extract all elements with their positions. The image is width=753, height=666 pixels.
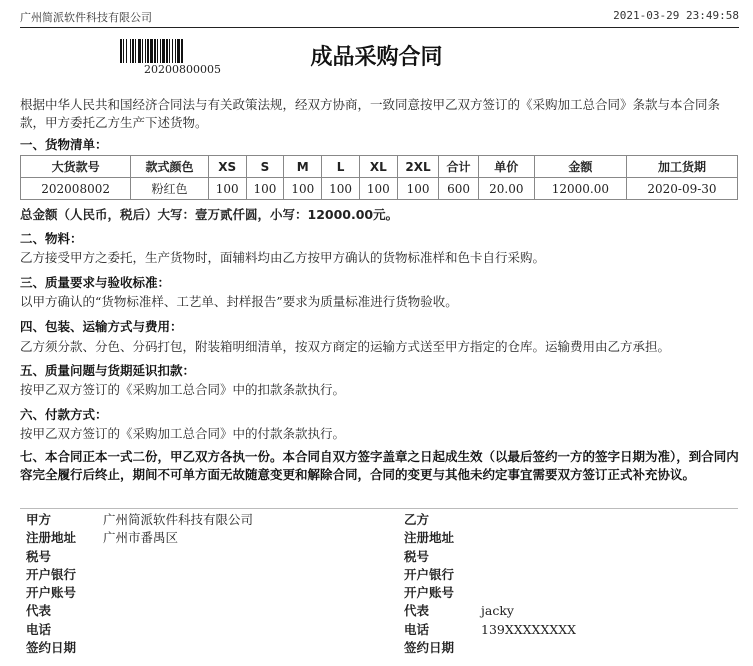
party-field-value: jacky (481, 603, 514, 619)
party-b-row (404, 621, 734, 639)
section-quality-text: 以甲方确认的“货物标准样、工艺单、封样报告”要求为质量标准进行货物验收。 (20, 294, 458, 309)
party-field-value (481, 548, 734, 566)
party-field-label: 签约日期 (404, 640, 455, 656)
party-field-label: 电话 (26, 621, 52, 637)
party-b-row (404, 548, 734, 566)
party-a-row (26, 602, 366, 620)
party-field-value: 广州市番禺区 (103, 530, 179, 546)
party-a-row (26, 548, 366, 566)
goods-column-header: 金额 (534, 156, 626, 178)
party-field-label: 注册地址 (404, 530, 455, 546)
party-field-value (481, 566, 734, 584)
goods-cell: 100 (284, 178, 322, 200)
party-field-label: 代表 (404, 603, 430, 619)
goods-table-header (21, 156, 738, 178)
section-materials-text: 乙方接受甲方之委托，生产货物时，面辅料均由乙方按甲方确认的货物标准样和色卡自行采购。 (20, 250, 546, 265)
party-field-value (103, 566, 366, 584)
goods-table-row (21, 178, 738, 200)
header-company: 广州简派软件科技有限公司 (20, 11, 152, 24)
goods-column-header: 款式颜色 (131, 156, 209, 178)
goods-cell: 202008002 (21, 178, 131, 200)
goods-column-header: L (322, 156, 360, 178)
section-payment-text: 按甲乙双方签订的《采购加工总合同》中的付款条款执行。 (20, 426, 346, 441)
party-b-row (404, 566, 734, 584)
goods-cell: 100 (246, 178, 284, 200)
party-field-label: 乙方 (404, 512, 430, 527)
header-datetime: 2021-03-29 23:49:58 (613, 9, 739, 22)
party-field-value: 139XXXXXXXX (481, 621, 577, 637)
party-field-label: 代表 (26, 603, 52, 619)
party-field-value (481, 639, 734, 657)
party-field-label: 电话 (404, 621, 430, 637)
party-field-value (103, 639, 366, 657)
party-field-label: 签约日期 (26, 640, 77, 656)
party-field-label: 税号 (404, 548, 430, 564)
goods-column-header: 加工货期 (626, 156, 737, 178)
party-b-row (404, 639, 734, 657)
intro-paragraph: 根据中华人民共和国经济合同法与有关政策法规，经双方协商，一致同意按甲乙双方签订的《采购加工总合同》条款与本合同条款，甲方委托乙方生产下述货物。 (20, 97, 721, 130)
party-b-row (404, 511, 734, 529)
goods-cell: 100 (397, 178, 439, 200)
party-b-row (404, 529, 734, 547)
party-field-value (481, 511, 734, 529)
party-field-label: 开户银行 (404, 566, 455, 582)
goods-column-header: 大货款号 (21, 156, 131, 178)
contract-title: 成品采购合同 (310, 45, 443, 70)
section-goods-heading: 一、货物清单： (20, 137, 108, 152)
goods-column-header: 2XL (397, 156, 439, 178)
signature-divider (20, 508, 738, 509)
section-validity-text: 七、本合同正本一式二份，甲乙双方各执一份。本合同自双方签字盖章之日起成生效（以最后签约一方的签字日期为准），到合同内容完全履行后终止，期间不可单方面无故随意变更和解除合同，合同的变更与其他未约定事宜需要双方签订正式补充协议。 (20, 449, 739, 482)
party-field-value (103, 621, 366, 639)
header-divider (20, 27, 739, 28)
section-materials-heading: 二、物料： (20, 231, 83, 246)
goods-cell: 2020-09-30 (626, 178, 737, 200)
goods-cell: 100 (322, 178, 360, 200)
section-payment-heading: 六、付款方式： (20, 407, 108, 422)
print-header (20, 9, 739, 25)
party-field-label: 开户银行 (26, 566, 77, 582)
party-a-row (26, 511, 366, 529)
goods-column-header: 合计 (439, 156, 479, 178)
goods-table (20, 155, 738, 200)
goods-cell: 12000.00 (534, 178, 626, 200)
party-a-block (26, 511, 366, 657)
section-deduction-heading: 五、质量问题与货期延识扣款： (20, 363, 196, 378)
section-deduction-text: 按甲乙双方签订的《采购加工总合同》中的扣款条款执行。 (20, 382, 346, 397)
section-packaging-text: 乙方须分款、分色、分码打包，附装箱明细清单，按双方商定的运输方式送至甲方指定的仓库。运输费用由乙方承担。 (20, 339, 671, 354)
goods-cell: 粉红色 (131, 178, 209, 200)
party-field-value (103, 548, 366, 566)
party-field-value (481, 529, 734, 547)
goods-column-header: M (284, 156, 322, 178)
party-field-label: 税号 (26, 548, 52, 564)
party-b-row (404, 584, 734, 602)
goods-column-header: XL (359, 156, 397, 178)
party-field-label: 注册地址 (26, 530, 77, 546)
goods-column-header: S (246, 156, 284, 178)
goods-cell: 20.00 (478, 178, 534, 200)
goods-column-header: 单价 (478, 156, 534, 178)
goods-cell: 100 (359, 178, 397, 200)
party-field-value (103, 584, 366, 602)
goods-cell: 100 (208, 178, 246, 200)
party-field-label: 开户账号 (404, 585, 455, 601)
party-a-row (26, 566, 366, 584)
party-b-block (404, 511, 734, 657)
goods-cell: 600 (439, 178, 479, 200)
party-field-value: 广州简派软件科技有限公司 (103, 512, 254, 527)
section-quality-heading: 三、质量要求与验收标准： (20, 275, 171, 290)
party-field-label: 开户账号 (26, 585, 77, 601)
party-field-value (481, 584, 734, 602)
party-field-label: 甲方 (26, 512, 52, 527)
section-packaging-heading: 四、包装、运输方式与费用： (20, 319, 183, 334)
party-a-row (26, 584, 366, 602)
total-amount: 总金额（人民币，税后）大写：壹万贰仟圆，小写：12000.00元。 (20, 207, 399, 222)
party-a-row (26, 621, 366, 639)
goods-column-header: XS (208, 156, 246, 178)
party-a-row (26, 529, 366, 547)
barcode-number: 20200800005 (144, 63, 221, 76)
party-a-row (26, 639, 366, 657)
party-field-value (103, 602, 366, 620)
party-b-row (404, 602, 734, 620)
